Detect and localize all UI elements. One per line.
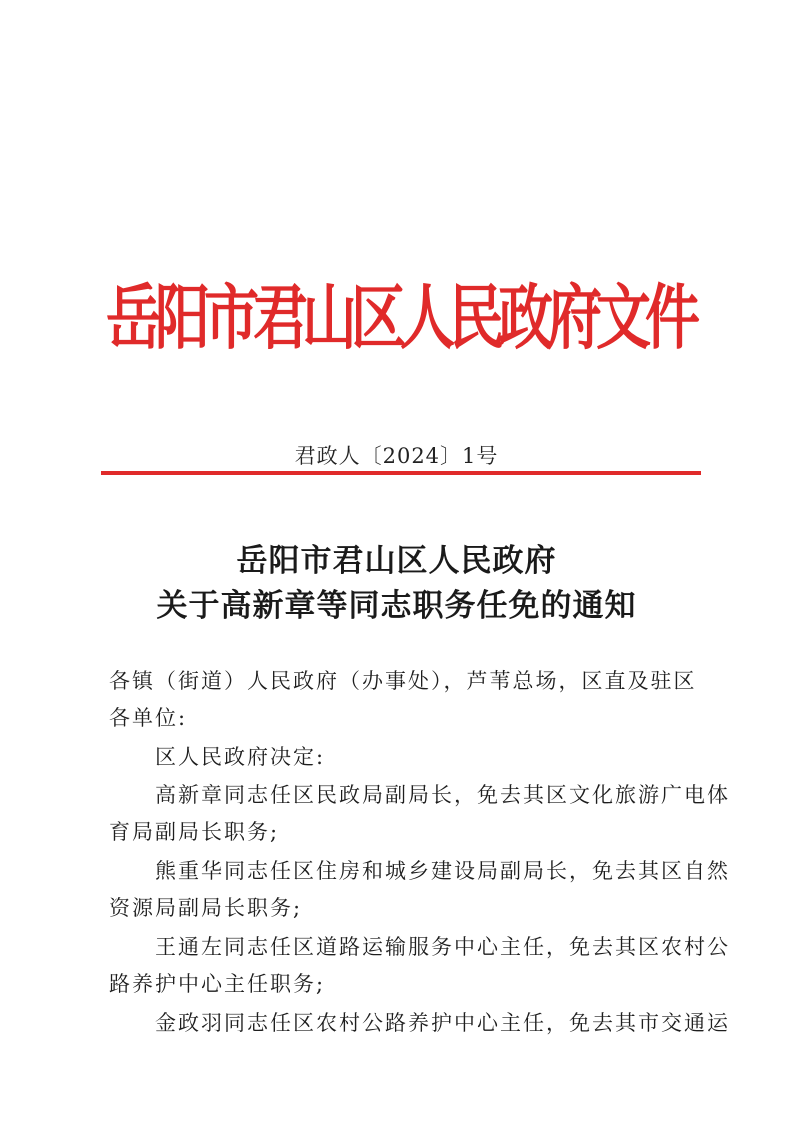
appointment-item-1-line-2: 育局副局长职务; xyxy=(109,820,280,844)
appointment-item-1-line-1: 高新章同志任区民政局副局长，免去其区文化旅游广电体 xyxy=(155,783,730,807)
appointment-item-3-line-2: 路养护中心主任职务; xyxy=(109,972,326,996)
addressee-line-2: 各单位: xyxy=(109,706,188,730)
notice-title-line-1: 岳阳市君山区人民政府 xyxy=(236,543,557,579)
notice-title-line-2: 关于高新章等同志职务任免的通知 xyxy=(156,588,637,624)
decision-line: 区人民政府决定: xyxy=(155,745,326,769)
appointment-item-3-line-1: 王通左同志任区道路运输服务中心主任，免去其区农村公 xyxy=(155,935,730,959)
appointment-item-2-line-1: 熊重华同志任区住房和城乡建设局副局长，免去其区自然 xyxy=(155,859,730,883)
appointment-item-2-line-2: 资源局副局长职务; xyxy=(109,896,303,920)
addressee-line-1: 各镇（街道）人民政府（办事处），芦苇总场，区直及驻区 xyxy=(109,669,697,693)
appointment-item-4-line-1: 金政羽同志任区农村公路养护中心主任，免去其市交通运 xyxy=(155,1011,730,1035)
red-divider-rule xyxy=(101,471,701,475)
document-masthead: 岳阳市君山区人民政府文件 xyxy=(105,275,694,359)
document-number: 君政人〔2024〕1号 xyxy=(294,444,499,468)
